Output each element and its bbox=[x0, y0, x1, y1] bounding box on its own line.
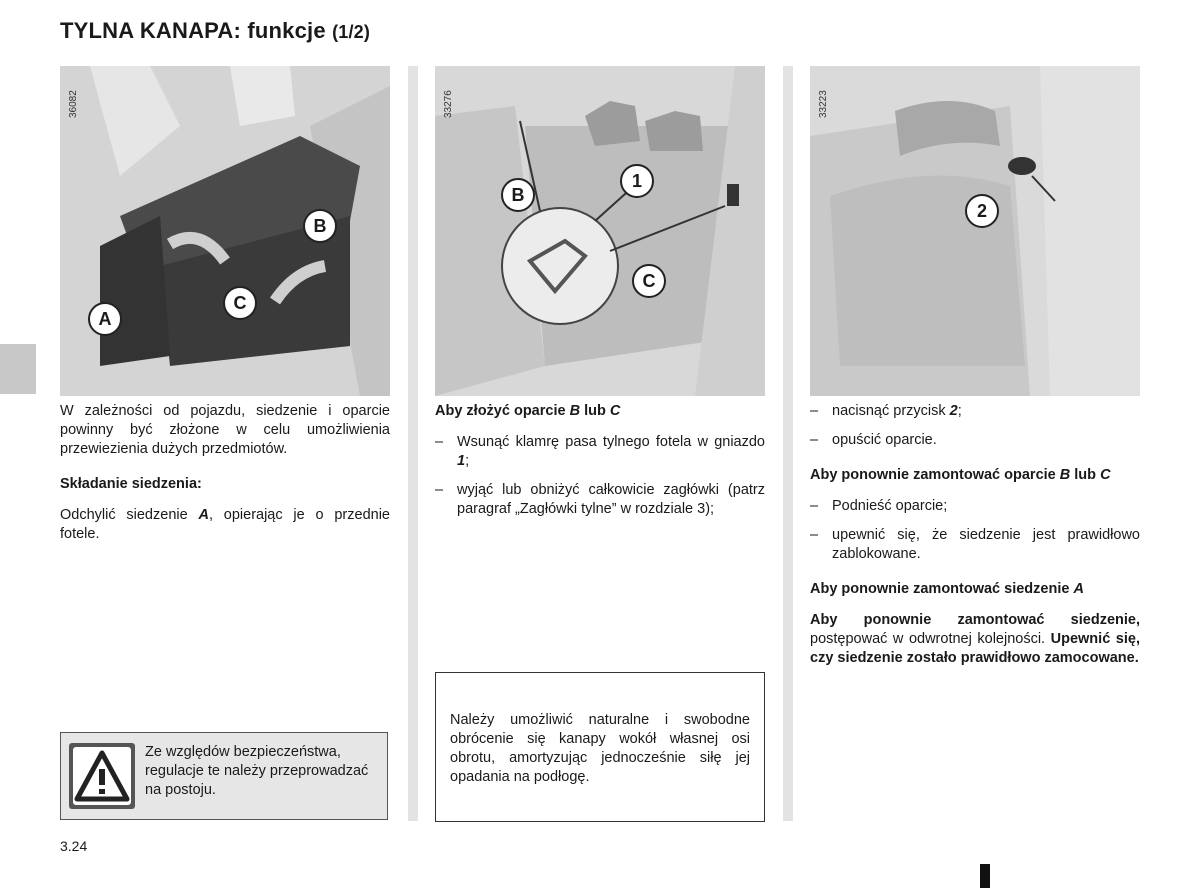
intro-paragraph: W zależności od pojazdu, siedzenie i oparcie powinny być złożone w celu umożliwienia przewiezienia dużych przedmiotów. bbox=[60, 403, 390, 457]
section-heading: Aby złożyć oparcie B lub C bbox=[435, 403, 621, 419]
chapter-tab bbox=[0, 344, 36, 394]
figure-code: 33223 bbox=[818, 90, 829, 118]
list-item: – Podnieść oparcie; bbox=[810, 498, 948, 514]
page-edge-marker bbox=[980, 864, 990, 888]
column-3-text bbox=[810, 402, 1140, 680]
figure-code: 33276 bbox=[443, 90, 454, 118]
callout-label: 2 bbox=[965, 194, 999, 228]
body-paragraph: Odchylić siedzenie A, opierając je o przednie fotele. bbox=[60, 507, 390, 542]
section-heading: Aby ponownie zamontować siedzenie A bbox=[810, 581, 1084, 597]
list-item: – Wsunąć klamrę pasa tylnego fotela w gniazdo 1; bbox=[435, 434, 765, 469]
list-item: – opuścić oparcie. bbox=[810, 432, 937, 448]
figure-code: 36082 bbox=[68, 90, 79, 118]
column-divider bbox=[408, 66, 418, 821]
list-item: – nacisnąć przycisk 2; bbox=[810, 403, 962, 419]
callout-label: B bbox=[501, 178, 535, 212]
title-main: TYLNA KANAPA: funkcje bbox=[60, 18, 326, 43]
column-1-text bbox=[60, 402, 390, 556]
figure-backrest-fold bbox=[435, 66, 765, 396]
callout-label: C bbox=[632, 264, 666, 298]
page-number: 3.24 bbox=[60, 838, 88, 854]
page-title bbox=[60, 18, 370, 44]
callout-label: 1 bbox=[620, 164, 654, 198]
callout-label: C bbox=[223, 286, 257, 320]
warning-icon bbox=[69, 743, 135, 809]
figure-backrest-fold-illustration bbox=[435, 66, 765, 396]
body-paragraph: Aby ponownie zamontować siedzenie, postępować w odwrotnej kolejności. Upewnić się, czy siedzenie zostało prawidłowo zamocowane. bbox=[810, 612, 1140, 666]
warning-text: Ze względów bezpieczeństwa, regulacje te należy przeprowadzać na postoju. bbox=[145, 744, 369, 798]
callout-label: B bbox=[303, 209, 337, 243]
figure-seat-fold-illustration bbox=[60, 66, 390, 396]
title-sub: (1/2) bbox=[332, 22, 371, 42]
figure-backrest-button-illustration bbox=[810, 66, 1140, 396]
section-heading: Aby ponownie zamontować oparcie B lub C bbox=[810, 467, 1111, 483]
column-divider bbox=[783, 66, 793, 821]
note-text: Należy umożliwić naturalne i swobodne obrócenie się kanapy wokół własnej osi obrotu, amortyzując jednocześnie siłę jej opadania na podłogę. bbox=[450, 712, 750, 785]
figure-backrest-button bbox=[810, 66, 1140, 396]
callout-label: A bbox=[88, 302, 122, 336]
column-2-text bbox=[435, 402, 765, 529]
list-item: – wyjąć lub obniżyć całkowicie zagłówki (patrz paragraf „Zagłówki tylne” w rozdziale 3); bbox=[435, 482, 765, 517]
list-item: – upewnić się, że siedzenie jest prawidłowo zablokowane. bbox=[810, 527, 1140, 562]
section-heading: Składanie siedzenia: bbox=[60, 476, 202, 492]
info-note-box bbox=[435, 672, 765, 822]
safety-warning-box bbox=[60, 732, 388, 820]
figure-seat-fold bbox=[60, 66, 390, 396]
